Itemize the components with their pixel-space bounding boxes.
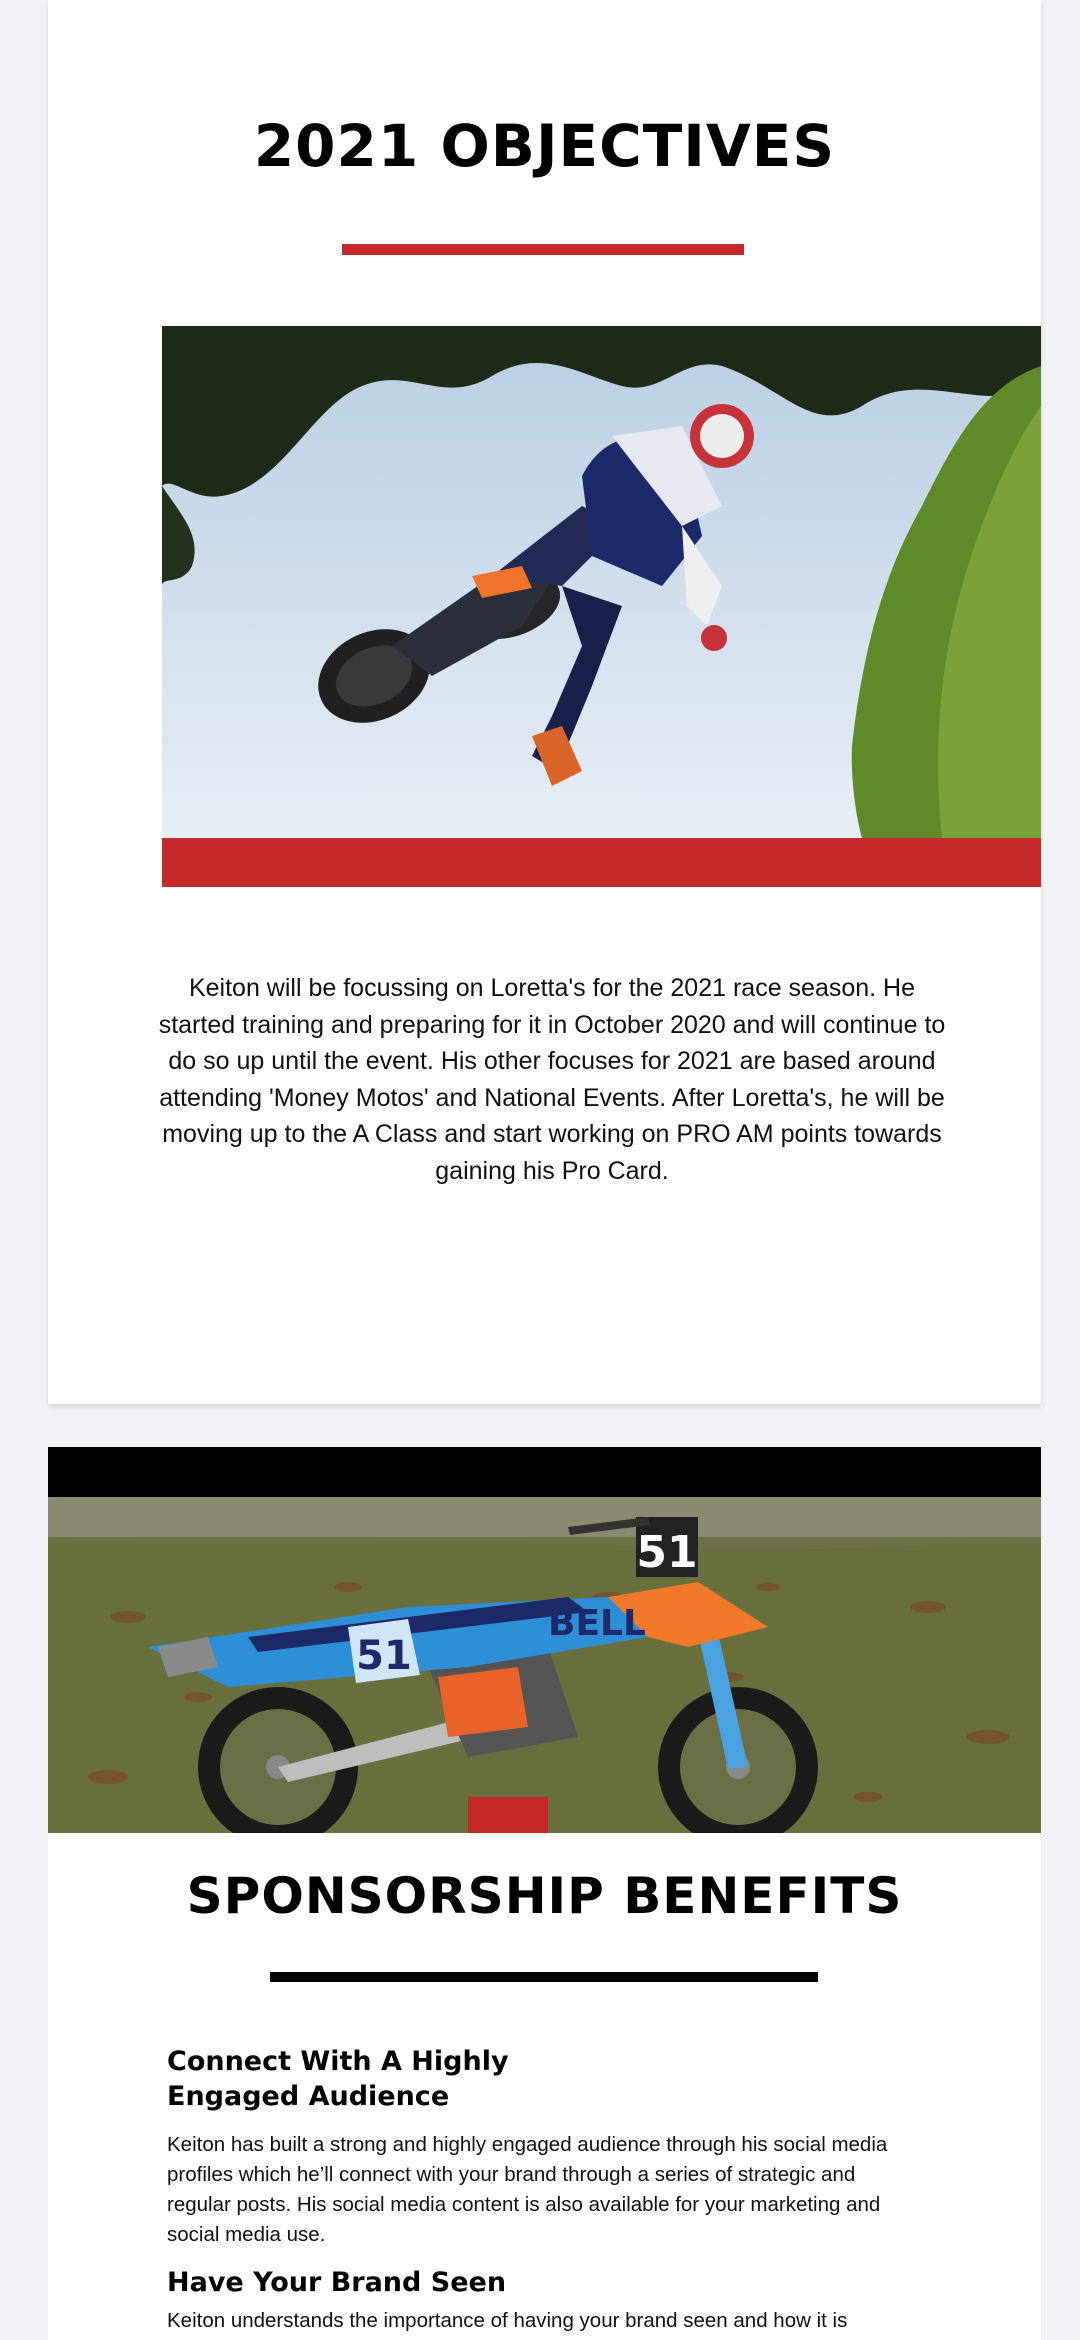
objectives-card: [48, 0, 1041, 1404]
benefit-heading-line1: Connect With A Highly: [167, 2046, 509, 2077]
benefit-text: Keiton has built a strong and highly engaged audience through his social media profiles which he’ll connect with your brand through a series of strategic and regular posts. His social media content is also available for your marketing and social media use.: [167, 2133, 888, 2246]
objectives-title: 2021 OBJECTIVES: [253, 112, 836, 180]
bike-front-number: 51: [636, 1527, 698, 1578]
title-divider: [342, 244, 744, 255]
benefit-heading-line1: Have Your Brand Seen: [167, 2267, 507, 2298]
sponsorship-title: SPONSORSHIP BENEFITS: [186, 1867, 903, 1925]
benefit-heading-line2: Engaged Audience: [167, 2081, 450, 2112]
benefit-text: Keiton understands the importance of having your brand seen and how it is: [167, 2309, 848, 2332]
photo-top-band: [48, 1447, 1041, 1497]
title-divider: [270, 1972, 818, 1982]
bike-brand-decal: BELL: [548, 1603, 646, 1644]
objectives-paragraph: Keiton will be focussing on Loretta's for the 2021 race season. He started training and preparing for it in October 2020 and will continue to do so up until the event. His other focuses for 2021 are based around attending 'Money Motos' and National Events. After Loretta's, he will be moving up to the A Class and start working on PRO AM points towards gaining his Pro Card.: [158, 974, 946, 1185]
benefit-heading: [167, 2044, 509, 2114]
bike-side-number: 51: [356, 1633, 412, 1679]
motocross-jump-photo: [162, 326, 1041, 838]
dirt-bike-photo: [48, 1497, 1041, 1833]
photo-accent-strip: [162, 838, 1041, 887]
sponsorship-card: [48, 1447, 1041, 2340]
benefit-heading: [167, 2265, 506, 2300]
